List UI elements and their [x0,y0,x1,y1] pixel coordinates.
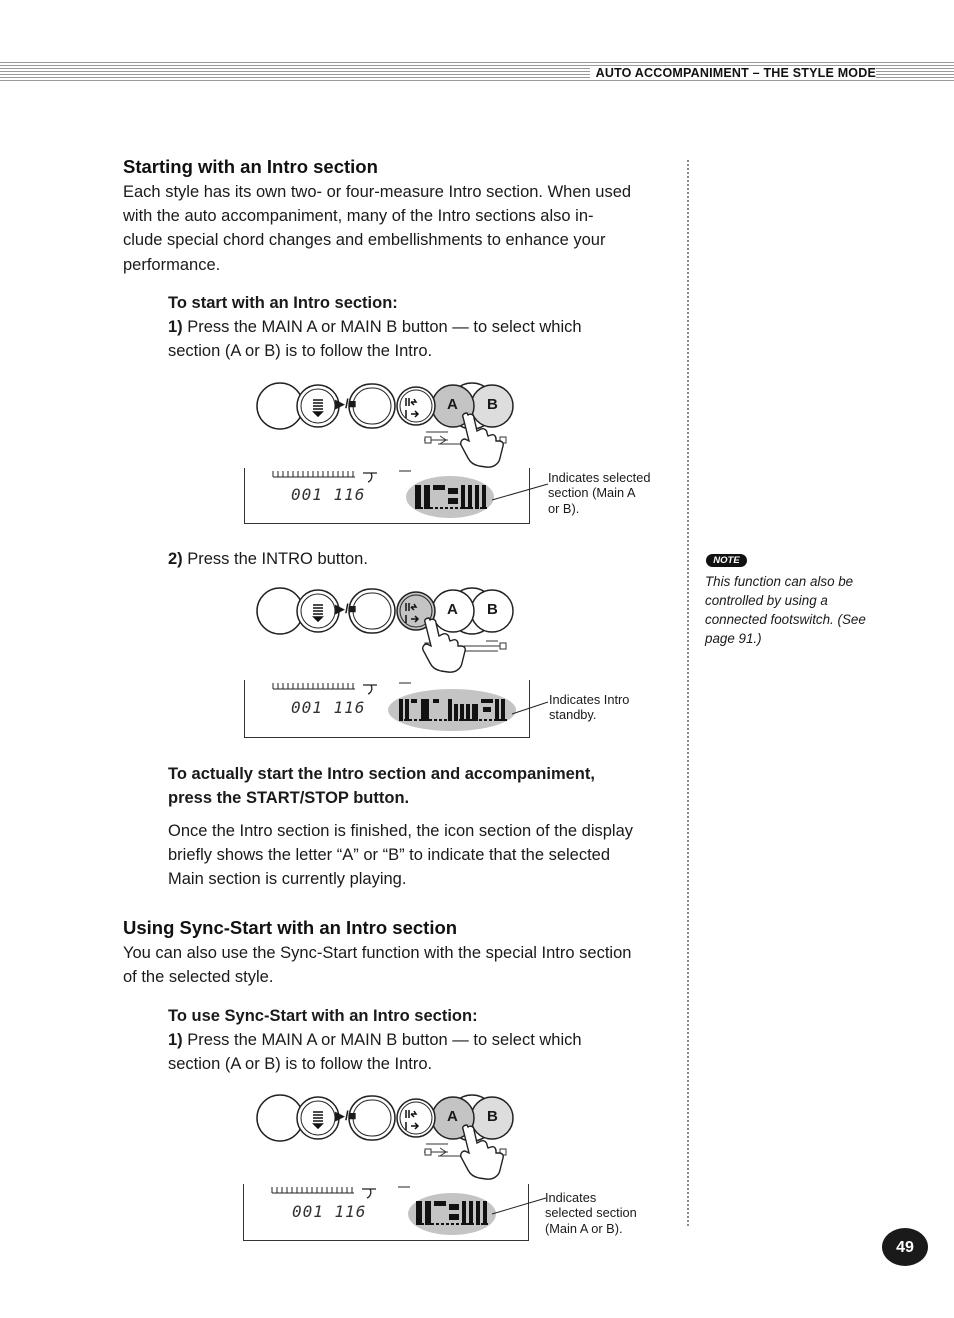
lcd-display [243,1184,529,1241]
callout-line: (Main A or B). [545,1220,623,1236]
callout-leader [490,1196,550,1218]
panel-figure-main-a-sync [250,1090,525,1180]
step-text: section (A or B) is to follow the Intro. [168,342,433,361]
button-a-label: A [447,1108,458,1125]
text-line: press the START/STOP button. [168,789,410,808]
text-line: You can also use the Sync-Start function with the special Intro section [123,944,632,962]
section-heading-sync-start: Using Sync-Start with an Intro section [123,917,458,938]
note-badge: NOTE [706,554,747,567]
step-number: 1) [168,318,183,337]
text-line: Main section is currently playing. [168,870,407,889]
callout-selected-section [548,470,650,516]
text-line: of the selected style. [123,968,274,987]
step-number: 2) [168,550,183,568]
panel-figure-main-a [250,378,525,468]
callout-selected-section-sync [545,1190,637,1236]
callout-line: or B). [548,500,580,516]
callout-line: Indicates selected [548,470,651,485]
button-b-label: B [487,1108,498,1125]
callout-line: standby. [549,707,597,723]
text-line: clude special chord changes and embellishments to enhance your [123,231,606,250]
step-text: section (A or B) is to follow the Intro. [168,1055,433,1074]
lcd-reading: 001 116 [291,698,366,717]
button-a-label: A [447,601,458,618]
lcd-display [244,468,530,524]
step-text: Press the MAIN A or MAIN B button — to select which [182,1031,582,1050]
step-2 [168,547,368,571]
text-line: Each style has its own two- or four-measure Intro section. When used [123,183,632,201]
procedure-block [168,1004,582,1077]
button-b-label: B [487,601,498,618]
once-paragraph [168,819,633,892]
text-line: with the auto accompaniment, many of the Intro sections also in- [123,207,594,226]
button-a-label: A [447,396,458,413]
procedure-title: To use Sync-Start with an Intro section: [168,1007,478,1025]
button-b-label: B [487,396,498,413]
text-line: To actually start the Intro section and accompaniment, [168,765,595,783]
column-divider [687,160,689,1226]
note-line: This function can also be [705,574,854,589]
start-instruction [168,762,595,810]
text-line: performance. [123,255,221,274]
callout-line: selected section [545,1205,637,1221]
text-line: Once the Intro section is finished, the icon section of the display [168,822,634,840]
page-number: 49 [882,1228,928,1266]
section-heading-intro: Starting with an Intro section [123,156,378,177]
callout-line: section (Main A [548,485,636,501]
callout-intro-standby [549,692,629,723]
procedure-block [168,291,582,364]
callout-leader [490,480,550,502]
step-number: 1) [168,1031,183,1050]
section-intro-paragraph [123,941,631,989]
note-line: controlled by using a [705,593,828,608]
play-stop-label: ▶/■ [335,1108,357,1123]
running-head: AUTO ACCOMPANIMENT – THE STYLE MODE [590,66,876,80]
lcd-reading: 001 116 [291,485,366,504]
procedure-title: To start with an Intro section: [168,294,398,312]
callout-line: Indicates Intro [549,692,630,707]
callout-leader [510,698,550,716]
play-stop-label: ▶/■ [335,601,357,616]
lcd-display [244,680,530,738]
note-line: page 91.) [705,631,762,646]
note-line: connected footswitch. (See [705,612,866,627]
step-text: Press the INTRO button. [182,550,368,568]
note-text [705,572,866,648]
text-line: briefly shows the letter “A” or “B” to indicate that the selected [168,846,611,865]
callout-line: Indicates [545,1190,597,1205]
lcd-reading: 001 116 [292,1202,367,1221]
section-intro-paragraph [123,180,631,277]
panel-figure-intro [250,583,525,673]
play-stop-label: ▶/■ [335,396,357,411]
step-text: Press the MAIN A or MAIN B button — to select which [182,318,582,337]
